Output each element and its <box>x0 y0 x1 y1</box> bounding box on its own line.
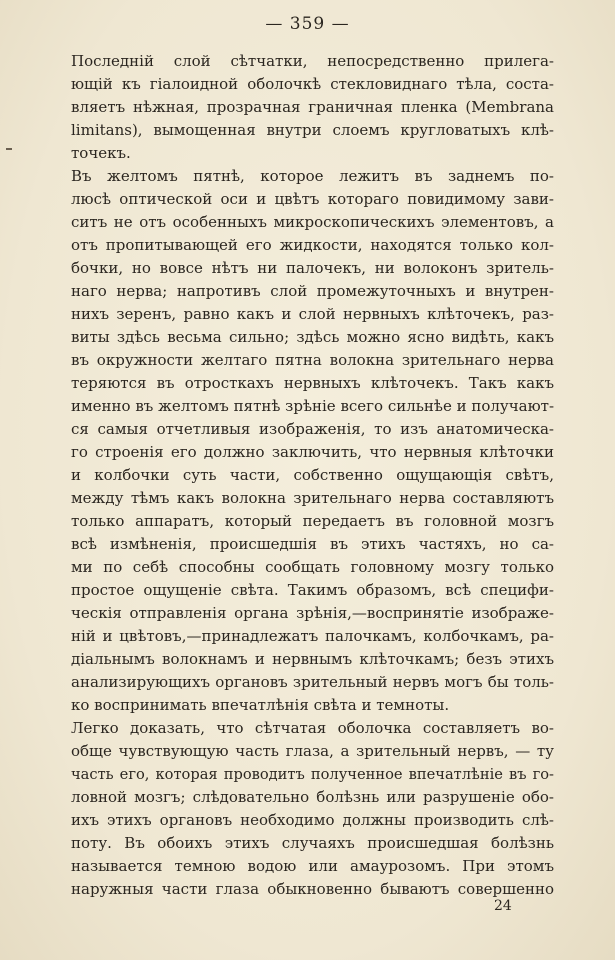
signature-mark: 24 <box>494 898 512 914</box>
text-line: limitans), вымощенная внутри слоемъ кругловатыхъ клѣ- <box>71 121 554 139</box>
text-line: точекъ. <box>71 144 131 162</box>
text-line: бочки, но вовсе нѣтъ ни палочекъ, ни волоконъ зритель- <box>71 259 554 277</box>
text-line: люсѣ оптической оси и цвѣтъ котораго повидимому зави- <box>71 190 554 208</box>
margin-mark <box>6 148 12 150</box>
text-line: ній и цвѣтовъ,—принадлежатъ палочкамъ, колбочкамъ, ра- <box>71 627 554 645</box>
text-line: часть его, которая проводитъ полученное впечатлѣніе въ го- <box>71 766 554 783</box>
text-line: обще чувствующую часть глаза, а зрительный нервъ, — ту <box>71 742 554 760</box>
text-line: поту. Въ обоихъ этихъ случаяхъ происшедшая болѣзнь <box>71 834 554 852</box>
text-line: ми по себѣ способны сообщать головному мозгу только <box>71 558 554 576</box>
text-line: ловной мозгъ; слѣдовательно болѣзнь или разрушеніе обо- <box>71 788 554 806</box>
body-text <box>71 50 554 901</box>
text-line: отъ пропитывающей его жидкости, находятся только кол- <box>71 236 554 254</box>
text-line: ющій къ гіалоидной оболочкѣ стекловиднаго тѣла, соста- <box>71 75 554 93</box>
text-line: Последній слой сѣтчатки, непосредственно прилега- <box>71 52 554 70</box>
text-line: го строенія его должно заключить, что нервныя клѣточки <box>71 443 554 461</box>
text-line: въ окружности желтаго пятна волокна зрительнаго нерва <box>71 351 554 369</box>
text-line: ихъ этихъ органовъ необходимо должны производить слѣ- <box>71 811 554 829</box>
text-line: только аппаратъ, который передаетъ въ головной мозгъ <box>71 512 554 530</box>
text-line: виты здѣсь весьма сильно; здѣсь можно ясно видѣть, какъ <box>71 328 554 346</box>
text-line: наружныя части глаза обыкновенно бываютъ совершенно <box>71 880 554 898</box>
text-line: ческія отправленія органа зрѣнія,—воспринятіе изображе- <box>71 604 554 622</box>
text-line: анализирующихъ органовъ зрительный нервъ могъ бы толь- <box>71 673 554 691</box>
text-line: и колбочки суть части, собственно ощущающія свѣтъ, <box>71 466 554 484</box>
text-line: всѣ измѣненія, происшедшія въ этихъ частяхъ, но са- <box>71 535 554 553</box>
text-line: ситъ не отъ особенныхъ микроскопическихъ элементовъ, а <box>71 213 554 231</box>
text-line: ся самыя отчетливыя изображенія, то изъ анатомическа- <box>71 420 554 438</box>
text-line: теряются въ отросткахъ нервныхъ клѣточекъ. Такъ какъ <box>71 374 554 392</box>
text-line: называется темною водою или амаурозомъ. При этомъ <box>71 857 554 875</box>
text-line: нихъ зеренъ, равно какъ и слой нервныхъ клѣточекъ, раз- <box>71 305 554 323</box>
text-line: Легко доказать, что сѣтчатая оболочка составляетъ во- <box>71 719 554 737</box>
text-line: Въ желтомъ пятнѣ, которое лежитъ въ заднемъ по- <box>71 167 554 185</box>
text-line: наго нерва; напротивъ слой промежуточныхъ и внутрен- <box>71 282 554 300</box>
text-line: вляетъ нѣжная, прозрачная граничная пленка (Membrana <box>71 98 554 116</box>
text-line: именно въ желтомъ пятнѣ зрѣніе всего сильнѣе и получают- <box>71 397 555 415</box>
text-line: между тѣмъ какъ волокна зрительнаго нерва составляютъ <box>71 489 554 507</box>
text-line: діальнымъ волокнамъ и нервнымъ клѣточкамъ; безъ этихъ <box>71 650 554 668</box>
text-line: простое ощущеніе свѣта. Такимъ образомъ, всѣ специфи- <box>71 581 554 599</box>
text-line: ко воспринимать впечатлѣнія свѣта и темноты. <box>71 696 450 714</box>
page-number: — 359 — <box>265 14 350 34</box>
